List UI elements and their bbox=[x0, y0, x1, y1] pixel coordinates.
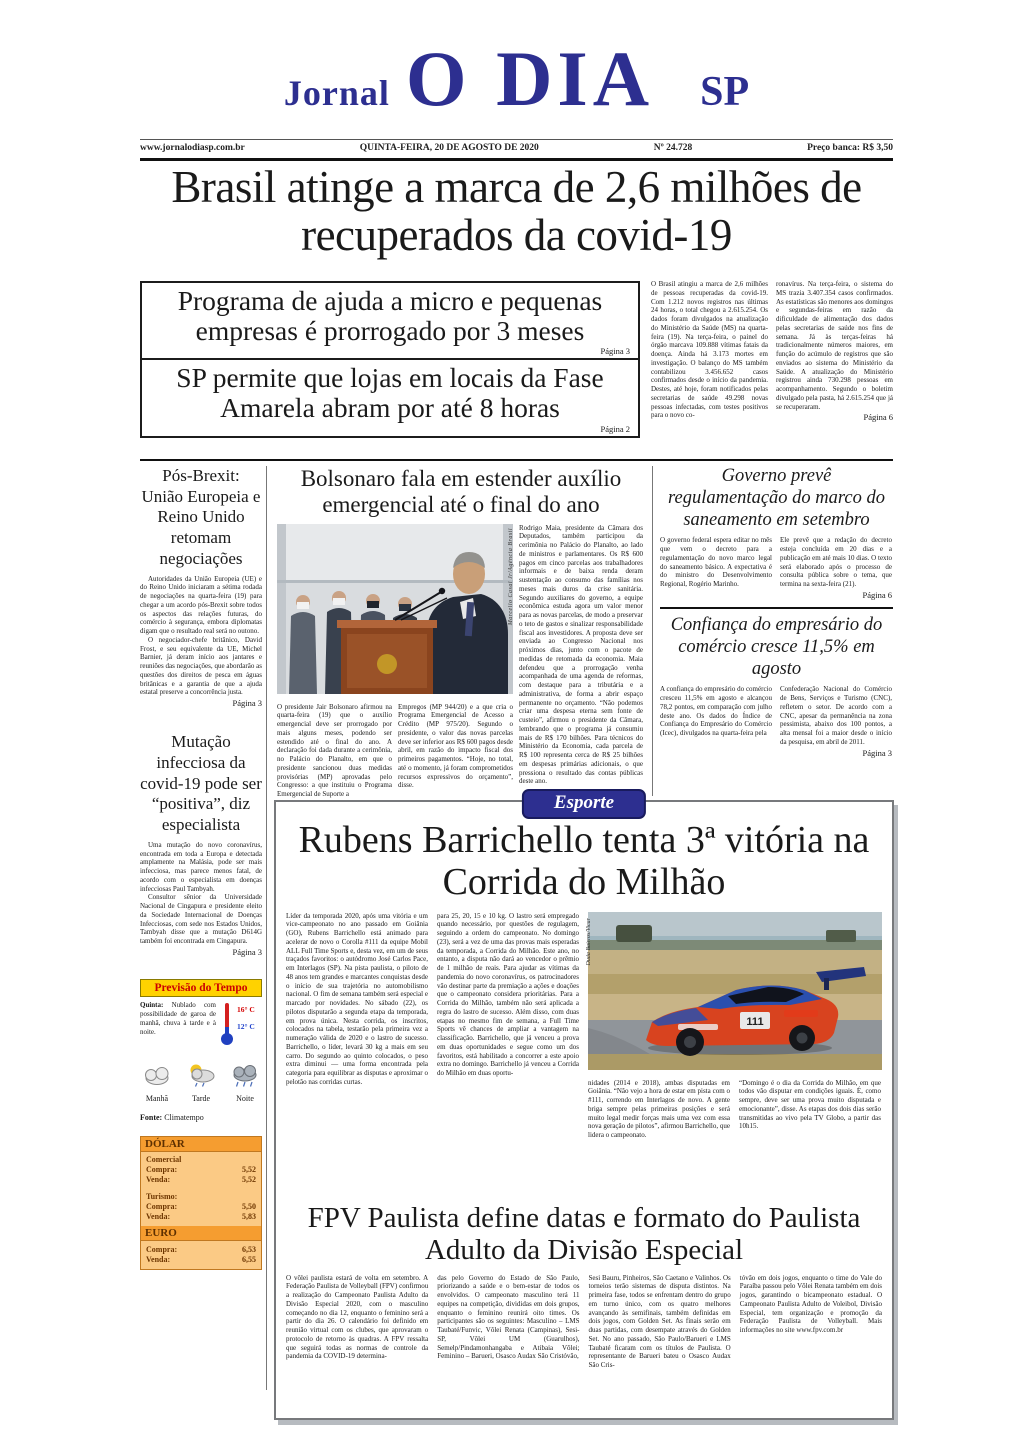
edition-number: Nº 24.728 bbox=[653, 143, 693, 153]
euro-sell-value: 6,55 bbox=[242, 1254, 256, 1264]
masthead-prefix: Jornal bbox=[283, 73, 390, 113]
source-label: Fonte: bbox=[140, 1112, 163, 1122]
fpv-headline: FPV Paulista define datas e formato do Paulista Adulto da Divisão Especial bbox=[307, 1201, 861, 1267]
sun-cloud-rain-icon bbox=[184, 1063, 218, 1087]
confianca-headline: Confiança do empresário do comércio cresce 11,5% em agosto bbox=[670, 614, 883, 679]
tourism-sell-value: 5,83 bbox=[242, 1211, 256, 1221]
commercial-sell-value: 5,52 bbox=[242, 1174, 256, 1184]
page-reference: Página 3 bbox=[862, 747, 892, 758]
commercial-label: Comercial bbox=[146, 1154, 182, 1164]
page-reference: Página 3 bbox=[232, 946, 262, 957]
sell-label: Venda: bbox=[146, 1211, 171, 1221]
lead-story-body bbox=[651, 280, 894, 422]
currency-box bbox=[140, 1136, 262, 1270]
dolar-header: DÓLAR bbox=[141, 1137, 261, 1152]
body-text: O negociador-chefe britânico, David Frost, e seu equivalente da UE, Michel Barnier, já deram início aos jantares e reuniões das negociações, que abordarão as questões dos direitos de pesca em águas britânicas e a garantia de que a ajuda estatal preserve a concorrência justa. bbox=[140, 635, 262, 697]
body-text: Uma mutação do novo coronavírus, encontrada em toda a Europa e detectada amplamente na Malásia, pode ser mais infecciosa, mas parece menos fatal, de acordo com o especialista em doenças infecciosas Paul Tambyah. bbox=[140, 840, 262, 893]
divider bbox=[140, 158, 893, 161]
bolsonaro-story bbox=[277, 466, 645, 824]
weather-forecast bbox=[140, 1001, 262, 1047]
left-column bbox=[140, 466, 262, 1270]
svg-text:111: 111 bbox=[746, 1015, 764, 1028]
photo-credit: Marcello Casal Jr/Agência Brasil bbox=[508, 527, 514, 625]
boxed-headlines bbox=[140, 281, 640, 438]
body-text: O governo federal espera editar no mês que vem o decreto para a regulamentação do novo marco legal do saneamento básico. A expectativa é do ministro do Desenvolvimento Regional, Rogério Marinho. bbox=[660, 536, 772, 589]
boxed-headline-1 bbox=[142, 283, 638, 358]
body-text: Rodrigo Maia, presidente da Câmara dos Deputados, também participou da cerimônia no Palácio do Planalto, ao lado de ministros e parlamentares. Os R$ 600 pagos em cinco parcelas aos trabalhadores informais e de baixa renda deram sustentação ao consumo das famílias nos meses mais duros da crise sanitária. Segundo auxiliares do governo, a equipe econômica estuda agora um valor menor para as novas parcelas, de modo a preservar o teto de gastos e sinalizar responsabilidade fiscal aos investidores. A proposta deve ser enviada ao Congresso Nacional nos próximos dias, junto com o pacote de medidas de retomada da economia. Maia defendeu que a prorrogação venha acompanhada de uma agenda de reformas, com destaque para a tributária e a administrativa, de forma a abrir espaço permanente no orçamento. “Não podemos criar uma despesa eterna sem fonte de custeio”, afirmou o presidente da Câmara, lembrando que o programa já consumiu mais de R$ 170 bilhões. Para técnicos do Ministério da Economia, cada parcela de R$ 100 representa cerca de R$ 25 bilhões em despesas primárias adicionais, o que pressiona o resultado das contas públicas deste ano. bbox=[519, 523, 643, 786]
headline-text: Programa de ajuda a micro e pequenas empresas é prorrogado por 3 meses bbox=[177, 285, 603, 346]
body-text: Confederação Nacional do Comércio de Bens, Serviços e Turismo (CNC), refletem o setor. De acordo com a CNC, apesar da permanência na zona pessimista, abaixo dos 100 pontos, a alta mensal foi a maior desde o início da pesquisa, em abril de 2011. bbox=[780, 685, 892, 746]
body-text: ronavírus. Na terça-feira, o sistema do MS trazia 3.407.354 casos confirmados. As estatísticas são menores aos domingos e segundas-feiras em razão da dificuldade de alimentação dos dados pelas secretarias de saúde nos fins de semana. Já às terças-feiras há tradicionalmente números maiores, em função do acúmulo de registros que são enviados ao sistema do Ministério da Saúde. A atualização do Ministério registrou ainda 730.298 pessoas em acompanhamento. Segundo o boletim divulgado pela pasta, há 2.615.254 que já se recuperaram. bbox=[776, 280, 893, 411]
buy-label: Compra: bbox=[146, 1201, 178, 1211]
body-text: para 25, 20, 15 e 10 kg. O lastro será empregado quando necessário, por questões de regulagem, seguindo a ordem do campeonato. No domingo (23), será a vez de uma das provas mais esperadas da temporada, a Corrida do Milhão. Este ano, no entanto, a disputa não dará ao vencedor o prêmio de 1 milhão de reais. Para ajudar as vítimas da pandemia do novo coronavírus, os patrocinadores vão destinar parte da premiação a ações e doações que o campeonato considera prioritárias. Para a Corrida do Milhão, também não será aplicada a regra do lastro de sucesso. Além disso, com duas etapas no mesmo fim de semana, a Full Time Sports vê chances de ampliar a vantagem na classificação. Barrichello, que já venceu a prova em duas oportunidades e segue como um dos favoritos, está habilitado a concorrer a este apoio extra no domingo. Barrichello já venceu a Corrida do Milhão em duas oportu- bbox=[437, 911, 579, 1078]
page-reference: Página 3 bbox=[600, 346, 630, 357]
masthead-edition-label: SP bbox=[700, 69, 750, 115]
weather-day-label: Quinta: bbox=[140, 1000, 164, 1009]
page-reference: Página 6 bbox=[862, 589, 892, 600]
stockcar-photo-image bbox=[588, 912, 882, 1070]
body-text: O Brasil atingiu a marca de 2,6 milhões de pessoas recuperadas da covid-19. Com 1.212 novos registros nas últimas 24 horas, o total chegou a 2.615.254. Os dados foram divulgados na atualização do Ministério da Saúde (MS) na quarta-feira (19). Na terça-feira, o painel do órgão marcava 109.888 vítimas fatais da doença. Ainda há 3.173 mortes em investigação. O balanço do MS também contabilizou 3.456.652 casos confirmados desde o início da pandemia. Destes, até hoje, foram notificados pelas secretarias de saúde 49.298 novas pessoas infectadas, com testes positivos para o novo co- bbox=[651, 280, 768, 420]
masthead bbox=[140, 35, 893, 122]
source-name: Climatempo bbox=[164, 1112, 204, 1122]
body-text: Consultor sênior da Universidade Nacional de Cingapura e presidente eleito da Sociedade Internacional de Doenças Infecciosas, com sede nos Estados Unidos, Tambyah disse que a mutação D614G também foi encontrada em Cingapura. bbox=[140, 893, 262, 946]
boxed-headline-2 bbox=[142, 358, 638, 435]
body-text: Líder da temporada 2020, após uma vitória e um vice-campeonato no ano passado em Goiânia (GO), Rubens Barrichello está animado para acelerar de novo o Corolla #111 da equipe Mobil ALL Full Time Sports e, desta vez, em um de seus traçados favoritos: o autódromo José Carlos Pace, em Interlagos (SP). Na pista paulista, o piloto de 48 anos tem grandes e marcantes conquistas desde o início de sua trajetória no automobilismo nacional. O fim de semana também será especial e marcado por novidades. No sábado (22), os pilotos disputarão a segunda etapa da temporada, em prova única. Nesta corrida, os inscritos, colocados na tabela, testarão pela primeira vez a numeração válida de 2020 e o lastro de sucesso. Barrichello, o líder, levará 30 kg a mais em seu carro. Do segundo ao quinto colocados, o peso extra diminui — uma forma encontrada pela categoria para equilibrar as disputas e aproximar o pelotão nas corridas curtas. bbox=[286, 911, 428, 1086]
price-text: Preço banca: R$ 3,50 bbox=[807, 143, 893, 153]
right-column bbox=[660, 466, 893, 758]
buy-label: Compra: bbox=[146, 1164, 178, 1174]
podium-photo bbox=[277, 524, 513, 699]
divider bbox=[140, 139, 893, 140]
body-text: nidades (2014 e 2018), ambas disputadas em Goiânia. “Não vejo a hora de estar em pista com o #111, correndo em Interlagos de novo. A gente briga sempre pelas primeiras posições e será muito legal medir forças mais uma vez com essa nova geração de pilotos”, afirmou Barrichello, que lidera o campeonato. bbox=[588, 1078, 730, 1140]
date-text: QUINTA-FEIRA, 20 DE AGOSTO DE 2020 bbox=[359, 143, 539, 153]
weather-box-title: Previsão do Tempo bbox=[140, 979, 262, 997]
brexit-headline: Pós-Brexit: União Europeia e Reino Unido retomam negociações bbox=[141, 466, 261, 568]
page-reference: Página 2 bbox=[600, 423, 630, 434]
euro-header: EURO bbox=[141, 1226, 261, 1241]
body-text: das pelo Governo do Estado de São Paulo, priorizando a saúde e o bem-estar de todos os envolvidos. O campeonato masculino terá 11 equipes na competição, divididas em dois grupos, enquanto o feminino reunirá oito times. Os participantes são os seguintes: Masculino – LMS Taubaté/Funvic, Vôlei Renata (Campinas), Sesi-SP, Vôlei UM (Guarulhos), Semelp/Pindamonhangaba e Atibaia Vôlei; Feminino – Barueri, Osasco Audax São Cristóvão, bbox=[437, 1273, 580, 1361]
cloud-icon bbox=[140, 1063, 174, 1087]
divider bbox=[660, 607, 893, 609]
sell-label: Venda: bbox=[146, 1254, 171, 1264]
tourism-buy-value: 5,50 bbox=[242, 1201, 256, 1211]
body-text: A confiança do empresário do comércio cresceu 11,5% em agosto e alcançou 78,2 pontos, em comparação com julho deste ano. Os dados do Índice de Confiança do Empresário do Comércio (Icec), divulgados na quarta-feira pela bbox=[660, 685, 772, 738]
barrichello-headline: Rubens Barrichello tenta 3ª vitória na Corrida do Milhão bbox=[298, 819, 870, 903]
weather-icons-row bbox=[140, 1063, 262, 1103]
photo-credit: Duda Bairros/Vicar bbox=[586, 917, 592, 966]
headline-text: SP permite que lojas em locais da Fase Amarela abram por até 8 horas bbox=[176, 362, 604, 424]
sport-badge: Esporte bbox=[522, 789, 646, 819]
stockcar-photo bbox=[588, 912, 882, 1075]
info-bar bbox=[140, 143, 893, 153]
body-text: tóvão em dois jogos, enquanto o time do Vale do Paraíba passou pelo Vôlei Renata também em dois jogos, garantindo o bicampeonato estadual. O Campeonato Paulista Adulto de Voleibol, Divisão Especial, tem organização e promoção da Federação Paulista de Volleyball. Mais informações no site www.fpv.com.br bbox=[739, 1273, 882, 1335]
temp-low: 12° C bbox=[237, 1021, 255, 1031]
page-reference: Página 3 bbox=[232, 698, 262, 709]
sell-label: Venda: bbox=[146, 1174, 171, 1184]
column-rule bbox=[266, 466, 267, 1390]
thermometer-icon bbox=[219, 1001, 235, 1047]
rain-cloud-icon bbox=[228, 1063, 262, 1087]
temp-high: 16° C bbox=[237, 1004, 255, 1014]
divider bbox=[140, 459, 893, 461]
bolsonaro-headline: Bolsonaro fala em estender auxílio emergencial até o final do ano bbox=[300, 466, 622, 517]
period-label: Noite bbox=[236, 1093, 254, 1103]
period-label: Manhã bbox=[145, 1093, 169, 1103]
body-text: O vôlei paulista estará de volta em setembro. A Federação Paulista de Volleyball (FPV) confirmou a realização do Campeonato Paulista Adulto da Divisão Especial 2020, com o masculino começando no dia 12, enquanto o feminino será a partir do dia 26. O calendário foi definido em reunião virtual com os clubes, que aprovaram o protocolo de retorno às quadras. A FPV ressalta que seguirá todas as normas de controle da pandemia da COVID-19 determina- bbox=[286, 1273, 429, 1361]
tourism-label: Turismo: bbox=[146, 1191, 178, 1201]
body-text: Autoridades da União Europeia (UE) e do Reino Unido iniciaram a sétima rodada de negociações na quarta-feira (19) para chegar a um acordo pós-Brexit sobre todos os aspectos das relações futuras, do comércio à segurança, embora diplomatas digam que o resultado real será no outono. bbox=[140, 574, 262, 636]
main-headline: Brasil atinge a marca de 2,6 milhões de recuperados da covid-19 bbox=[171, 162, 862, 260]
page-reference: Página 6 bbox=[863, 412, 893, 423]
masthead-title: O DIA bbox=[405, 35, 655, 122]
mutation-headline: Mutação infecciosa da covid-19 pode ser “positiva”, diz especialista bbox=[140, 732, 262, 835]
weather-forecast-text: Nublado com possibilidade de garoa de manhã, chuva à tarde e à noite. bbox=[140, 1000, 216, 1037]
body-text: Sesi Bauru, Pinheiros, São Caetano e Valinhos. Os torneios terão sistemas de disputa distintos. Na primeira fase, todos se enfrentam dentro do grupo em turno único, com os quatro melhores avançando às semifinais, também definidas em dois jogos, com Golden Set. As finais serão em duas partidas, com desempate através do Golden Set. No ano passado, São Paulo/Barueri e LMS Taubaté ficaram com os títulos de Paulista. O representante de Barueri bateu o Osasco Audax São Cris- bbox=[588, 1273, 731, 1370]
saneamento-headline: Governo prevê regulamentação do marco do saneamento em setembro bbox=[668, 466, 885, 530]
website-text: www.jornalodiasp.com.br bbox=[140, 143, 245, 153]
body-text: “Domingo é o dia da Corrida do Milhão, em que todos vão disputar em condições iguais. É, como sempre, deve ser uma prova muito disputada e emocionante”, disse. As etapas dos dois dias serão transmitidas ao vivo pela TV Globo, a partir das 10h15. bbox=[739, 1078, 881, 1131]
euro-buy-value: 6,53 bbox=[242, 1244, 256, 1254]
body-text: Empregos (MP 944/20) e a que cria o Programa Emergencial de Acesso a Crédito (MP 975/20). Segundo o presidente, o valor das novas parcelas deve ser inferior aos R$ 600 pagos desde abril, em razão do impacto fiscal dos primeiros pagamentos. “Hoje, no total, até o momento, já foram comprometidos recursos expressivos do orçamento”, disse. bbox=[398, 702, 513, 790]
column-rule bbox=[652, 466, 653, 796]
period-label: Tarde bbox=[191, 1093, 211, 1103]
commercial-buy-value: 5,52 bbox=[242, 1164, 256, 1174]
podium-photo-image bbox=[277, 524, 513, 694]
sport-section bbox=[274, 792, 894, 1420]
body-text: Ele prevê que a redação do decreto esteja concluída em 20 dias e a publicação em até mais 10 dias. O texto será elaborado após o processo de consulta pública sobre o tema, que termina na sexta-feira (21). bbox=[780, 536, 892, 589]
buy-label: Compra: bbox=[146, 1244, 178, 1254]
body-text: O presidente Jair Bolsonaro afirmou na quarta-feira (19) que o auxílio emergencial deve ser prorrogado por mais alguns meses, podendo ser estendido até o final do ano. A declaração foi dada durante a cerimônia, no Palácio do Planalto, em que o presidente sancionou duas medidas provisórias (MP) aprovadas pelo Congresso: a que instituiu o Programa Emergencial de Suporte a bbox=[277, 702, 392, 798]
